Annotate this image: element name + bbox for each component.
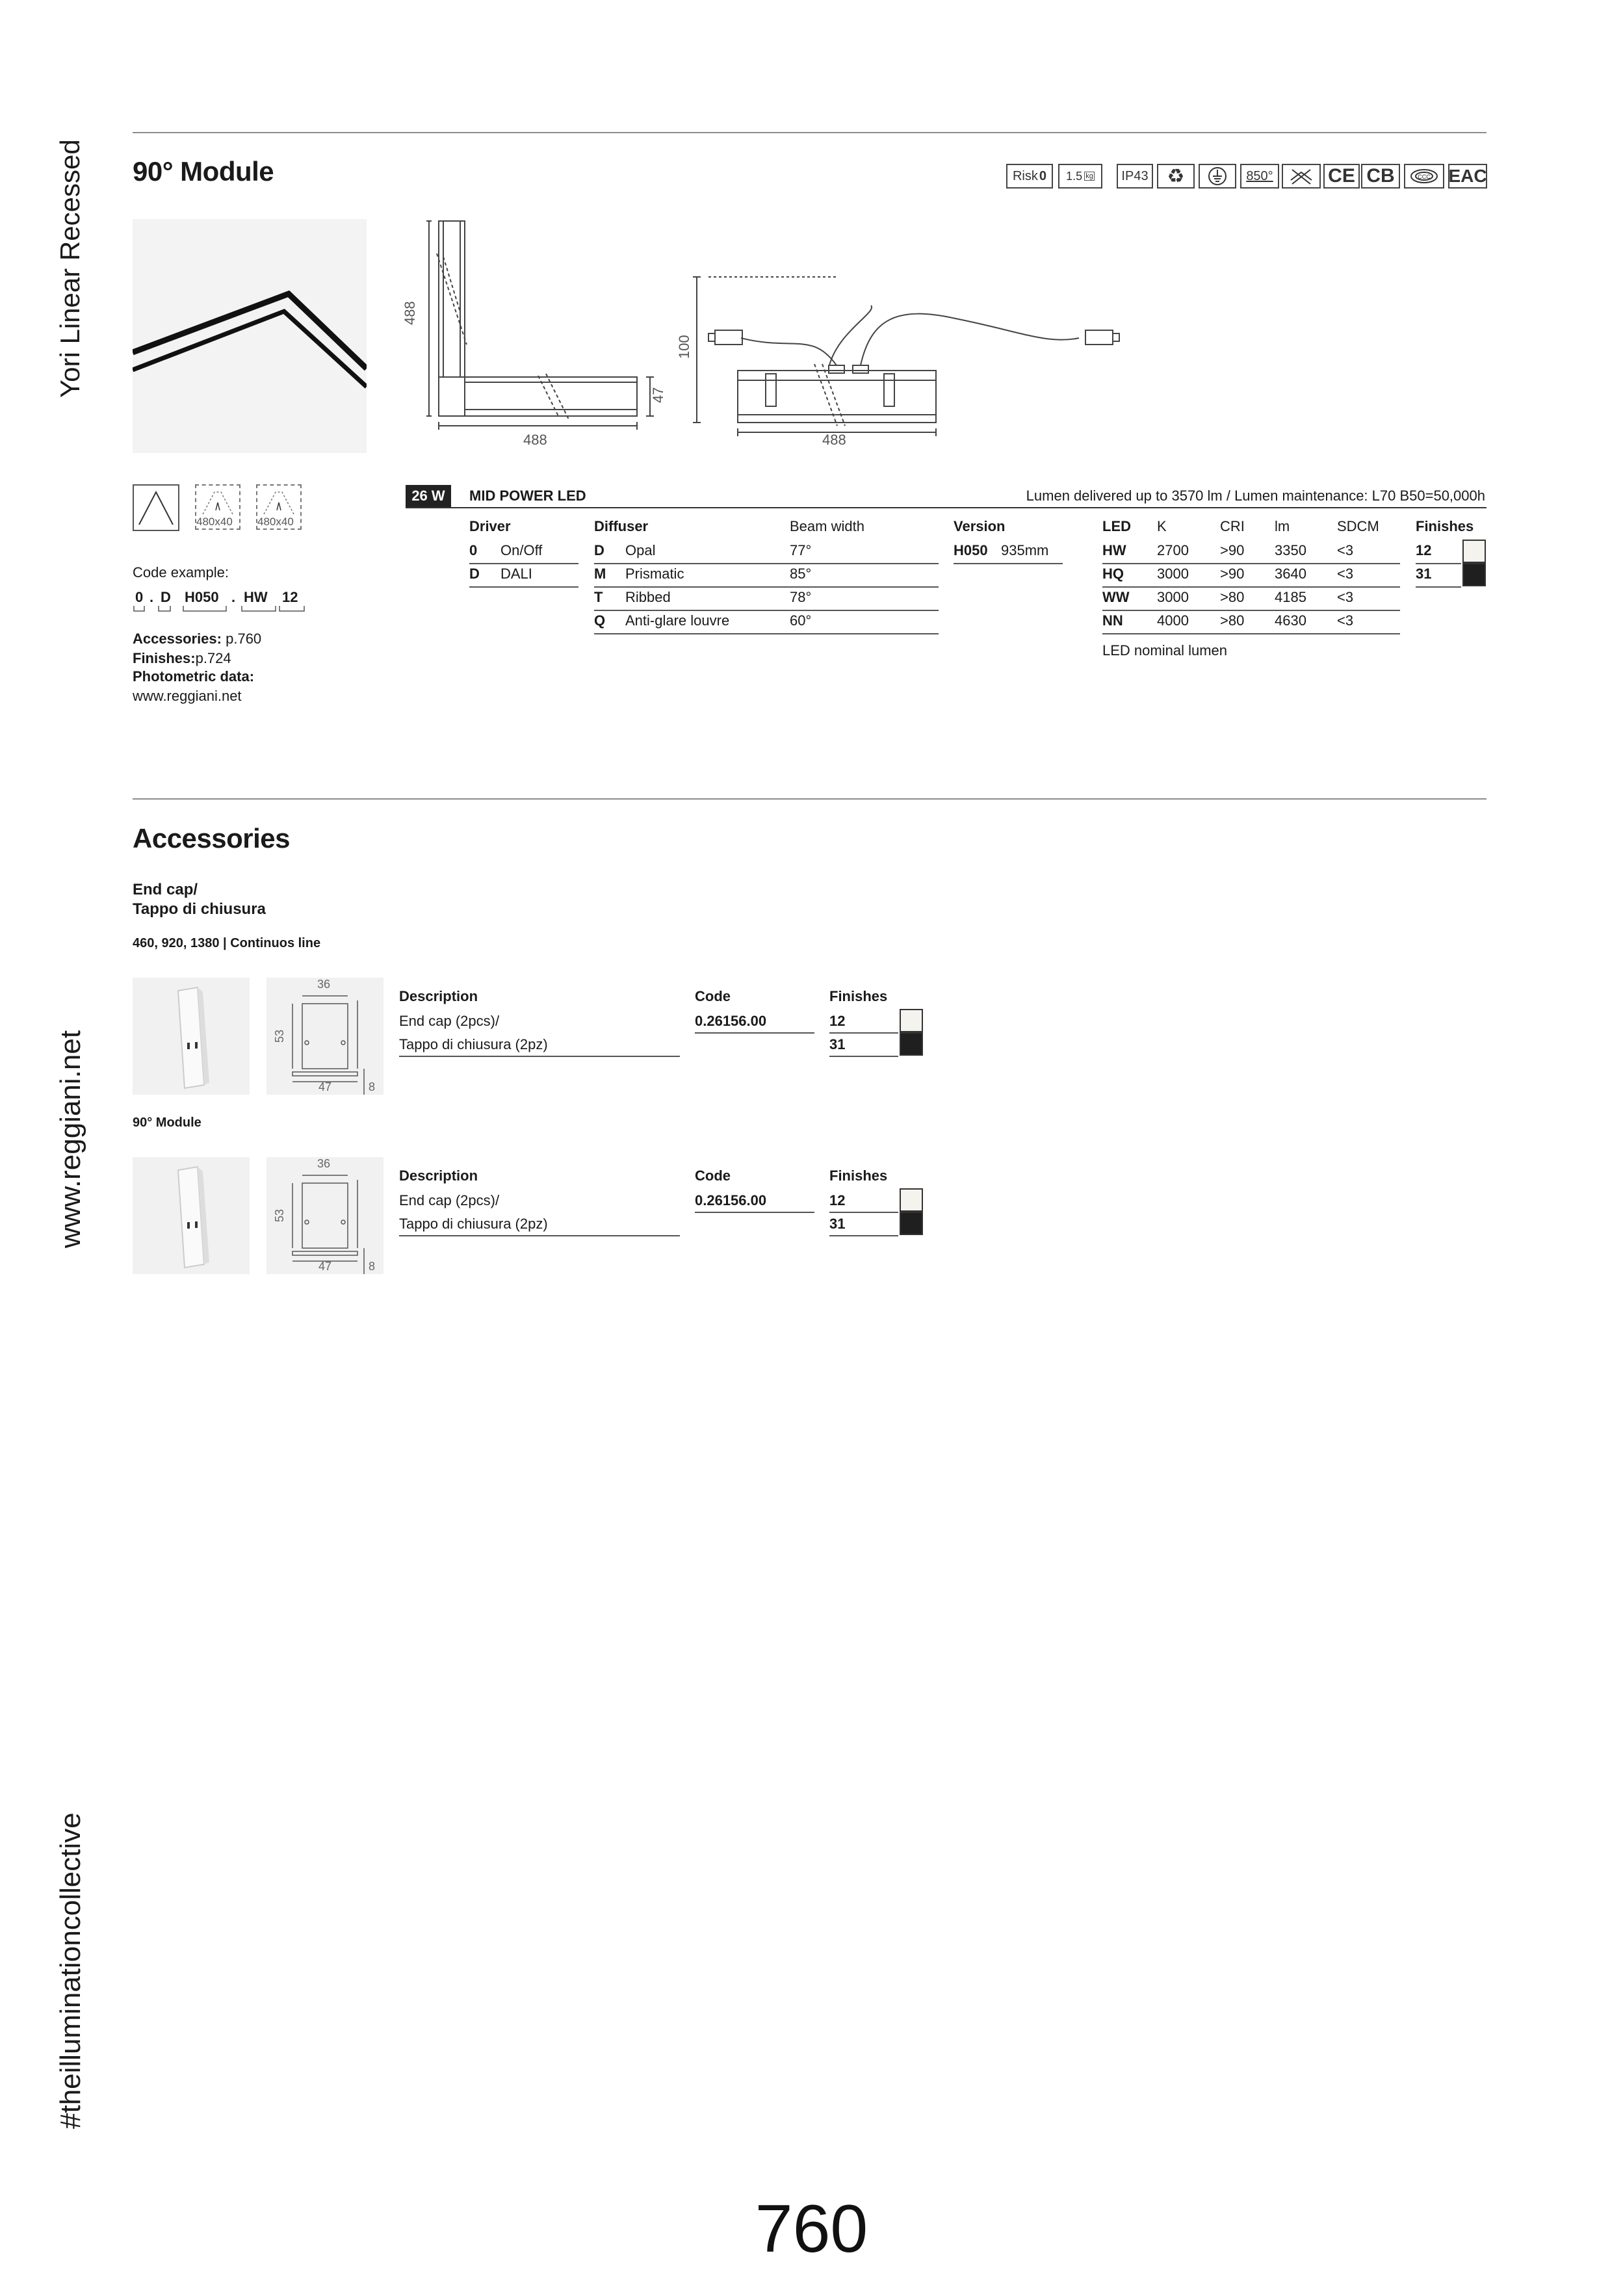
row-divider: [399, 1235, 680, 1236]
row-divider: [829, 1056, 898, 1057]
code-part-dot: .: [149, 589, 154, 605]
row-divider: [695, 1212, 814, 1213]
row-divider: [695, 1032, 814, 1034]
top-rule: [133, 132, 1487, 133]
accessories-ref-value[interactable]: p.760: [226, 631, 262, 647]
side-product-family: Yori Linear Recessed: [55, 139, 85, 398]
row-divider: [1102, 633, 1400, 634]
beam-pattern-icon-1: [195, 484, 240, 530]
row-divider: [469, 563, 578, 564]
accessories-rule: [133, 798, 1487, 800]
version-header: Version: [954, 518, 1006, 534]
endcap-photo: [133, 978, 250, 1095]
endcap-drawing-2: [266, 1157, 383, 1274]
acc-description-header: Description: [399, 1168, 478, 1184]
endcap-depth-dim: 8: [369, 1080, 376, 1093]
acc-description-line1: End cap (2pcs)/: [399, 1013, 500, 1029]
no-cover-icon: [1282, 164, 1321, 189]
row-divider: [594, 586, 939, 588]
driver-header: Driver: [469, 518, 511, 534]
endcap-render-image-2: [133, 1157, 250, 1274]
acc-finish-swatch-black: [900, 1212, 923, 1235]
endcap-render-image: [133, 978, 250, 1095]
led-k: 3000: [1157, 589, 1189, 605]
acc-finish-code: 12: [829, 1013, 846, 1029]
accessory-subtitle: [133, 936, 320, 951]
product-photo: [133, 219, 367, 453]
beam-pattern-2-label: 480x40: [257, 515, 294, 528]
row-divider: [399, 1056, 680, 1057]
accessories-reference: [133, 631, 261, 647]
finish-swatch-black: [1462, 563, 1486, 586]
accessory-continuous-label: Continuos line: [230, 936, 321, 950]
beam-pattern-1-icon: [196, 486, 239, 518]
lumen-note: Lumen delivered up to 3570 lm / Lumen maintenance: L70 B50=50,000h: [1026, 488, 1485, 504]
diffuser-beam: 78°: [790, 589, 812, 605]
led-code: WW: [1102, 589, 1130, 605]
spec-header-rule: [406, 507, 1487, 508]
row-divider: [829, 1212, 898, 1213]
ccc-mark: [1404, 164, 1444, 189]
sdcm-header: SDCM: [1337, 518, 1379, 534]
diffuser-name: Prismatic: [625, 566, 684, 582]
led-sdcm: <3: [1337, 542, 1354, 558]
row-divider: [1102, 586, 1400, 588]
driver-name: DALI: [500, 566, 532, 582]
beam-pattern-icon-2: [256, 484, 302, 530]
led-k: 3000: [1157, 566, 1189, 582]
row-divider: [829, 1032, 898, 1034]
endcap-height-dim: 53: [273, 1208, 286, 1222]
row-divider: [1416, 563, 1461, 564]
side-hashtag: #theilluminationcollective: [55, 1812, 86, 2129]
endcap-width-dim: 36: [317, 1157, 331, 1170]
accessories-ref-label: Accessories:: [133, 631, 222, 647]
diffuser-beam: 85°: [790, 566, 812, 582]
driver-code: 0: [469, 542, 478, 558]
row-divider: [594, 563, 939, 564]
acc-code: 0.26156.00: [695, 1013, 767, 1029]
row-divider: [1416, 586, 1461, 588]
front-height-dimension: 488: [402, 301, 418, 325]
finish-swatch-white: [1462, 540, 1486, 563]
beam-pattern-1-label: 480x40: [196, 515, 233, 528]
led-k: 4000: [1157, 612, 1189, 629]
ground-icon: [1199, 164, 1236, 189]
ip-rating-badge: IP43: [1117, 164, 1153, 189]
diffuser-code: M: [594, 566, 606, 582]
code-part-version: H050: [185, 589, 219, 605]
endcap-depth-dim: 8: [369, 1260, 376, 1273]
weight-badge: 1.5 kg: [1058, 164, 1102, 189]
diffuser-header: Diffuser: [594, 518, 649, 534]
beam-pattern-2-icon: [257, 486, 300, 518]
acc-finishes-header: Finishes: [829, 988, 888, 1004]
row-divider: [829, 1235, 898, 1236]
front-view-drawing: [409, 215, 656, 442]
page-title: 90° Module: [133, 156, 274, 187]
led-code: HW: [1102, 542, 1126, 558]
diffuser-code: Q: [594, 612, 606, 629]
acc-finish-code: 12: [829, 1192, 846, 1208]
eac-mark: EAC: [1448, 164, 1487, 189]
led-code: HQ: [1102, 566, 1124, 582]
lm-header: lm: [1275, 518, 1290, 534]
acc-description-line2: Tappo di chiusura (2pz): [399, 1036, 548, 1052]
code-part-finish: 12: [282, 589, 298, 605]
endcap-base-dim: 47: [318, 1260, 332, 1273]
beam-header: Beam width: [790, 518, 864, 534]
photometric-label: Photometric data:: [133, 668, 255, 685]
led-sdcm: <3: [1337, 566, 1354, 582]
led-cri: >90: [1220, 542, 1245, 558]
row-divider: [1102, 563, 1400, 564]
endcap-photo-2: [133, 1157, 250, 1274]
acc-finish-swatch-white: [900, 1188, 923, 1212]
code-part-driver: 0: [135, 589, 144, 605]
diffuser-beam: 60°: [790, 612, 812, 629]
code-part-dot-2: .: [231, 589, 236, 605]
accessory-lengths: 460, 920, 1380: [133, 936, 220, 950]
version-code: H050: [954, 542, 988, 558]
acc-finish-swatch-white: [900, 1009, 923, 1032]
code-part-diffuser: D: [161, 589, 171, 605]
ce-mark: CE: [1323, 164, 1360, 189]
acc-code: 0.26156.00: [695, 1192, 767, 1208]
diffuser-code: D: [594, 542, 604, 558]
recycle-icon: ♻: [1157, 164, 1195, 189]
led-cri: >80: [1220, 612, 1245, 629]
finish-code: 31: [1416, 566, 1432, 582]
driver-name: On/Off: [500, 542, 543, 558]
front-width-dimension: 488: [523, 432, 547, 448]
acc-description-header: Description: [399, 988, 478, 1004]
led-sdcm: <3: [1337, 589, 1354, 605]
acc-description-line2: Tappo di chiusura (2pz): [399, 1216, 548, 1232]
led-k: 2700: [1157, 542, 1189, 558]
ground-symbol-icon: [1207, 166, 1228, 187]
side-view-drawing: [682, 267, 1124, 442]
code-part-led: HW: [244, 589, 268, 605]
module-subtitle: 90° Module: [133, 1115, 201, 1130]
acc-code-header: Code: [695, 1168, 731, 1184]
led-lm: 3640: [1275, 566, 1306, 582]
led-lm: 4185: [1275, 589, 1306, 605]
diffuser-name: Anti-glare louvre: [625, 612, 730, 629]
glow-wire-badge: 850°: [1240, 164, 1279, 189]
module-render-image: [133, 219, 367, 453]
finishes-header: Finishes: [1416, 518, 1474, 534]
accessory-title-line1: End cap/: [133, 881, 198, 898]
version-length: 935mm: [1001, 542, 1049, 558]
led-cri: >80: [1220, 589, 1245, 605]
power-badge: 26 W: [406, 485, 451, 507]
photometric-link[interactable]: www.reggiani.net: [133, 688, 242, 704]
cb-mark: CB: [1361, 164, 1400, 189]
accessories-title: Accessories: [133, 823, 291, 854]
led-sdcm: <3: [1337, 612, 1354, 629]
acc-finish-code: 31: [829, 1036, 846, 1052]
cri-header: CRI: [1220, 518, 1245, 534]
led-cri: >90: [1220, 566, 1245, 582]
led-header: LED: [1102, 518, 1131, 534]
acc-finish-code: 31: [829, 1216, 846, 1232]
ccc-logo-text: CCC: [1418, 174, 1431, 180]
finishes-reference: [133, 650, 231, 667]
side-website: www.reggiani.net: [55, 1030, 86, 1248]
code-brackets: [133, 605, 308, 614]
endcap-drawing: [266, 978, 383, 1095]
no-insulation-cover-icon: [1288, 167, 1314, 185]
diffuser-beam: 77°: [790, 542, 812, 558]
acc-code-header: Code: [695, 988, 731, 1004]
endcap-height-dim: 53: [273, 1029, 286, 1043]
driver-code: D: [469, 566, 480, 582]
row-divider: [469, 586, 578, 588]
diffuser-code: T: [594, 589, 603, 605]
k-header: K: [1157, 518, 1167, 534]
code-example-label: Code example:: [133, 564, 229, 581]
led-note: LED nominal lumen: [1102, 642, 1227, 659]
led-lm: 3350: [1275, 542, 1306, 558]
side-height-dimension: 100: [676, 335, 692, 359]
finishes-ref-value[interactable]: p.724: [195, 650, 231, 666]
accessory-separator: |: [223, 936, 227, 950]
row-divider: [594, 633, 939, 634]
led-type: MID POWER LED: [469, 488, 586, 504]
finishes-ref-label: Finishes:: [133, 650, 196, 666]
led-code: NN: [1102, 612, 1123, 629]
photobio-risk-badge: Risk 0: [1006, 164, 1053, 189]
ccc-logo-icon: [1410, 168, 1438, 184]
endcap-base-dim: 47: [318, 1080, 332, 1093]
endcap-width-dim: 36: [317, 978, 331, 991]
led-lm: 4630: [1275, 612, 1306, 629]
row-divider: [954, 563, 1063, 564]
accessory-title-line2: Tappo di chiusura: [133, 900, 266, 918]
diffuser-name: Opal: [625, 542, 656, 558]
side-width-dimension: 488: [822, 432, 846, 448]
front-depth-dimension: 47: [650, 387, 666, 403]
acc-finishes-header: Finishes: [829, 1168, 888, 1184]
page-number: 760: [755, 2191, 868, 2267]
beam-shape-icon: [133, 484, 179, 531]
finish-code: 12: [1416, 542, 1432, 558]
diffuser-name: Ribbed: [625, 589, 671, 605]
row-divider: [1102, 610, 1400, 611]
acc-description-line1: End cap (2pcs)/: [399, 1192, 500, 1208]
row-divider: [594, 610, 939, 611]
acc-finish-swatch-black: [900, 1032, 923, 1056]
